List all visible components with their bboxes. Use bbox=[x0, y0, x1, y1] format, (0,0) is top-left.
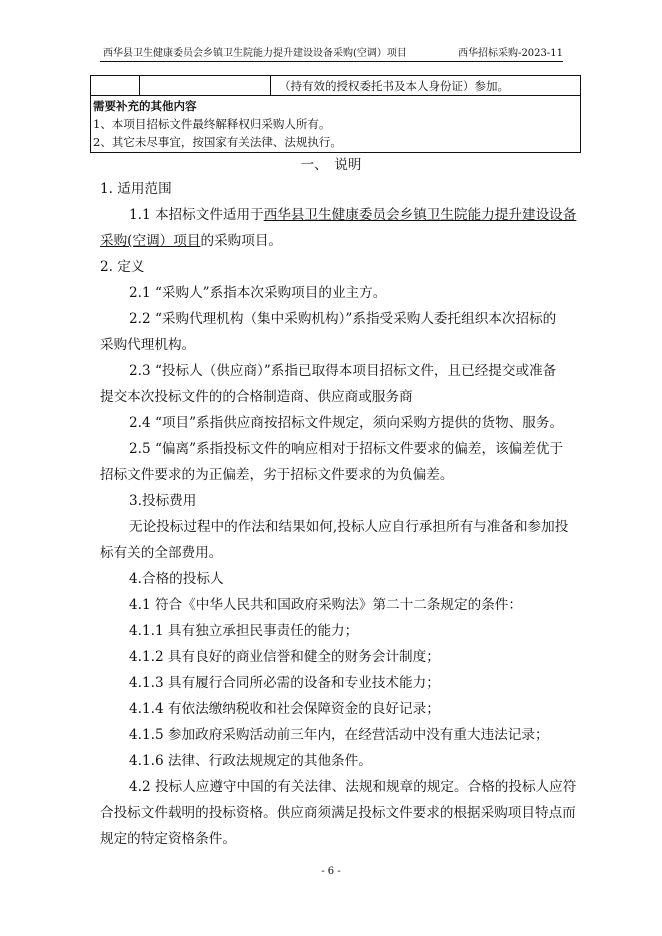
supplement-title: 需要补充的其他内容 bbox=[93, 99, 197, 113]
text-line: 4.1.2 具有良好的商业信誉和健全的财务会计制度； bbox=[129, 649, 440, 665]
supplement-item: 1、本项目招标文件最终解释权归采购人所有。 bbox=[93, 117, 331, 131]
text-line: 4.1.5 参加政府采购活动前三年内，在经营活动中没有重大违法记录； bbox=[129, 727, 549, 743]
page-header bbox=[103, 44, 563, 59]
text-line: 2.2 “采购代理机构（集中采购机构）”系指受采购人委托组织本次招标的 bbox=[129, 311, 557, 327]
table-row bbox=[91, 96, 581, 153]
text-line: 2.4 “项目”系指供应商按招标文件规定，须向采购方提供的货物、服务。 bbox=[129, 415, 564, 431]
text-line: 4.1.1 具有独立承担民事责任的能力； bbox=[129, 623, 359, 639]
table-row bbox=[91, 76, 581, 96]
text-line: 4.2 投标人应遵守中国的有关法律、法规和规章的规定。合格的投标人应符 bbox=[129, 779, 577, 795]
text-line: 4.1.4 有依法缴纳税收和社会保障资金的良好记录； bbox=[129, 701, 440, 717]
text-line: 规定的特定资格条件。 bbox=[100, 831, 236, 847]
text-line: 4.1.3 具有履行合同所必需的设备和专业技术能力； bbox=[129, 675, 440, 691]
text-line: 4.合格的投标人 bbox=[129, 571, 224, 587]
heading-definitions: 2. 定义 bbox=[100, 259, 145, 275]
text-line: 无论投标过程中的作法和结果如何,投标人应自行承担所有与准备和参加投 bbox=[129, 519, 569, 535]
text-line: 合投标文件载明的投标资格。供应商须满足投标文件要求的根据采购项目特点而 bbox=[100, 805, 576, 821]
paragraph: 1.1 本招标文件适用于西华县卫生健康委员会乡镇卫生院能力提升建设设备 bbox=[129, 207, 577, 223]
text-line: 标有关的全部费用。 bbox=[100, 545, 223, 561]
text-line: 4.1.6 法律、行政法规规定的其他条件。 bbox=[129, 753, 372, 769]
header-rule bbox=[100, 61, 563, 62]
text-line: 4.1 符合《中华人民共和国政府采购法》第二十二条规定的条件： bbox=[129, 597, 522, 613]
project-name: 采购(空调）项目 bbox=[100, 233, 201, 249]
body-text bbox=[100, 176, 577, 852]
text-line: 2.5 “偏离”系指投标文件的响应相对于招标文件要求的偏差，该偏差优于 bbox=[129, 441, 564, 457]
supplement-item: 2、其它未尽事宜，按国家有关法律、法规执行。 bbox=[93, 135, 342, 149]
page-number: - 6 - bbox=[321, 866, 341, 877]
text-line: 招标文件要求的为正偏差，劣于招标文件要求的为负偏差。 bbox=[100, 467, 454, 483]
paragraph: 采购(空调）项目的采购项目。 bbox=[100, 233, 283, 249]
info-table bbox=[90, 75, 581, 153]
heading-scope: 1. 适用范围 bbox=[100, 181, 172, 197]
section-heading: 一、 说明 bbox=[300, 157, 362, 173]
text-line: 3.投标费用 bbox=[129, 493, 197, 509]
table-cell: （持有效的授权委托书及本人身份证）参加。 bbox=[271, 76, 581, 96]
text-line: 2.3 “投标人（供应商）”系指已取得本项目招标文件，且已经提交或准备 bbox=[129, 363, 557, 379]
header-title: 西华县卫生健康委员会乡镇卫生院能力提升建设设备采购(空调）项目 bbox=[103, 48, 407, 59]
header-code: 西华招标采购-2023-11 bbox=[458, 48, 563, 59]
project-name: 西华县卫生健康委员会乡镇卫生院能力提升建设设备 bbox=[263, 207, 577, 223]
text-line: 采购代理机构。 bbox=[100, 337, 196, 353]
text-line: 2.1 “采购人”系指本次采购项目的业主方。 bbox=[129, 285, 387, 301]
text-line: 提交本次投标文件的的合格制造商、供应商或服务商 bbox=[100, 389, 413, 405]
